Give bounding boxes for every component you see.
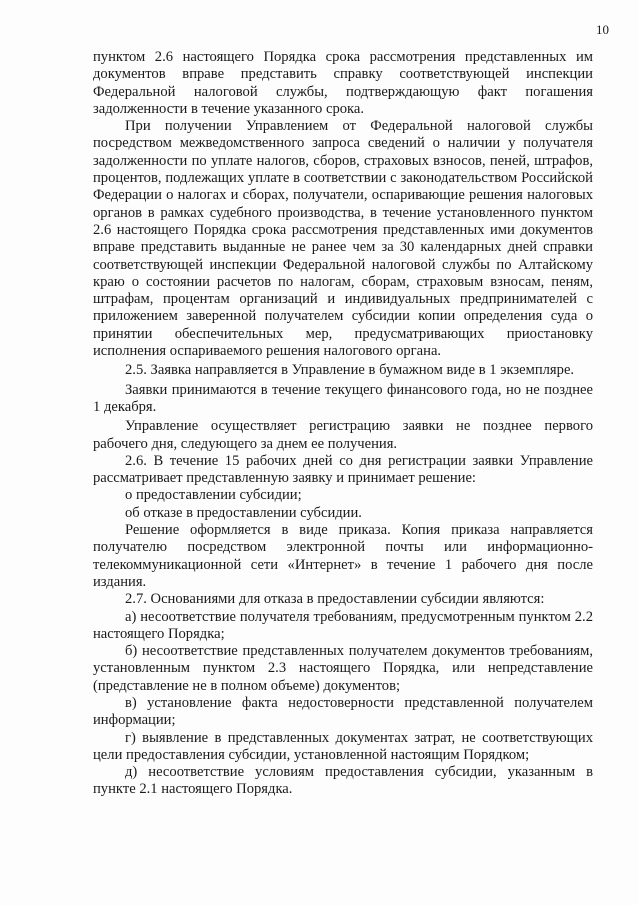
paragraph-registration: Управление осуществляет регистрацию заявки не позднее первого рабочего дня, следующего за днем ее получения.	[93, 418, 593, 452]
list-item-v: в) установление факта недостоверности представленной получателем информации;	[93, 694, 593, 729]
list-item-refusal: об отказе в предоставлении субсидии.	[125, 504, 362, 521]
paragraph-2-6: 2.6. В течение 15 рабочих дней со дня регистрации заявки Управление рассматривает представленную заявку и принимает решение:	[93, 452, 593, 487]
paragraph-2-5: 2.5. Заявка направляется в Управление в бумажном виде в 1 экземпляре.	[125, 362, 575, 379]
page-number: 10	[596, 22, 609, 37]
paragraph-continuation: пунктом 2.6 настоящего Порядка срока рассмотрения представленных им документов вправе представить справку соответствующей инспекции Федеральной налоговой службы, подтверждающую факт погашения задолженности в течение указанного срока.	[93, 49, 593, 117]
list-item-d: д) несоответствие условиям предоставления субсидии, указанным в пункте 2.1 настоящего Порядка.	[93, 764, 593, 798]
paragraph-decision-order: Решение оформляется в виде приказа. Копия приказа направляется получателю посредством электронной почты или информационно-телекоммуникационной сети «Интернет» в течение 1 рабочего дня после издания.	[93, 522, 593, 590]
list-item-g: г) выявление в представленных документах затрат, не соответствующих цели предоставления субсидии, установленной настоящим Порядком;	[93, 729, 593, 763]
list-item-b: б) несоответствие представленных получателем документов требованиям, установленным пунктом 2.3 настоящего Порядка, или непредставление (представление не в полном объеме) документов;	[93, 643, 593, 694]
list-item-a: а) несоответствие получателя требованиям, предусмотренным пунктом 2.2 настоящего Порядка;	[93, 608, 593, 642]
paragraph-tax-service-request: При получении Управлением от Федеральной налоговой службы посредством межведомственного запроса сведений о наличии у получателя задолженности по уплате налогов, сборов, страховых взносов, пеней, штрафов, процентов, подлежащих уплате в соответствии с законодательством Российской Федерации о налогах и сборах, получатели, оспаривающие решения налоговых органов в рамках судебного производства, в течение установленного пунктом 2.6 настоящего Порядка срока рассмотрения представленных ими документов вправе представить выданные не ранее чем за 30 календарных дней справки соответствующей инспекции Федеральной налоговой службы по Алтайскому краю о состоянии расчетов по налогам, сборам, страховым взносам, пеням, штрафам, процентам организаций и индивидуальных предпринимателей с приложением заверенной получателем субсидии копии определения суда о принятии обеспечительных мер, предусматривающих приостановку исполнения оспариваемого решения налогового органа.	[93, 118, 593, 360]
document-body	[93, 49, 593, 799]
paragraph-deadline: Заявки принимаются в течение текущего финансового года, но не позднее 1 декабря.	[93, 381, 593, 415]
list-item-grant: о предоставлении субсидии;	[125, 487, 302, 504]
paragraph-2-7: 2.7. Основаниями для отказа в предоставлении субсидии являются:	[125, 591, 545, 608]
